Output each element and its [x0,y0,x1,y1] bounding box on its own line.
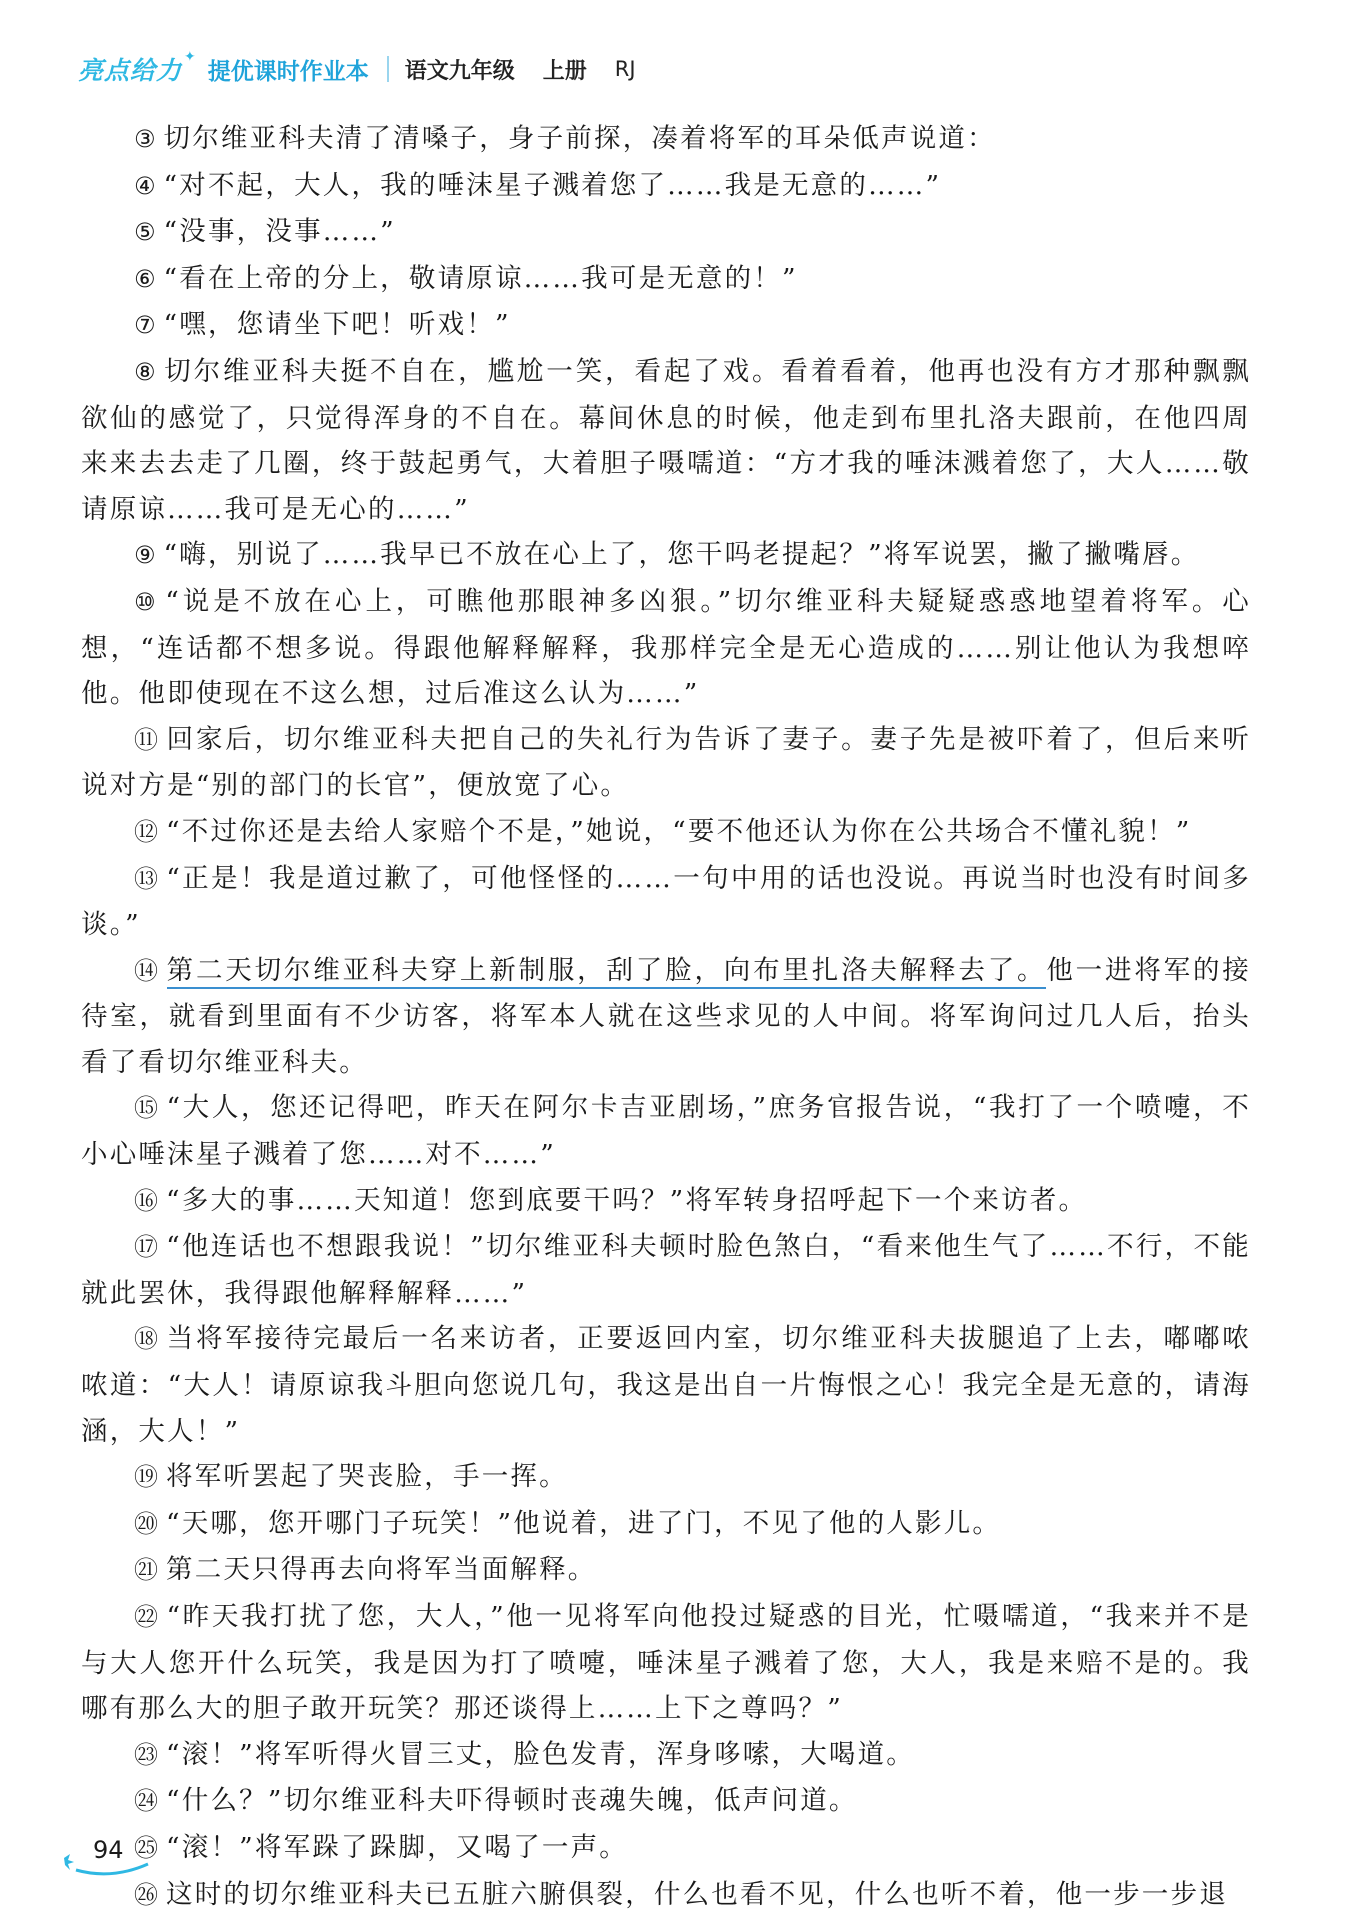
volume-label: 上册 [542,58,587,84]
paragraph-number: ⑲ [134,1463,158,1492]
paragraph-number: ㉓ [134,1740,158,1769]
paragraph [81,948,1251,1086]
paragraph [81,1224,1251,1316]
paragraph [81,1454,1251,1501]
paragraph-text: 切尔维亚科夫挺不自在，尴尬一笑，看起了戏。看着看着，他再也没有方才那种飘飘欲仙的感觉了，只觉得浑身的不自在。幕间休息的时候，他走到布里扎洛夫跟前，在他四周来来去去走了几圈，终于鼓起勇气，大着胆子嗫嚅道：“方才我的唾沫溅着您了，大人……敬请原谅……我可是无心的……” [81,355,1252,525]
paragraph-number: ⑫ [134,817,158,846]
paragraph-text: 他一进将军的接待室，就看到里面有不少访客，将军本人就在这些求见的人中间。将军询问过几人后，抬头看了看切尔维亚科夫。 [81,954,1252,1078]
paragraph [81,349,1251,532]
paragraph [81,579,1251,717]
paragraph [81,163,1251,210]
paragraph-number: ⑥ [134,264,156,293]
paragraph-number: ⑩ [134,587,158,616]
paragraph-text: “滚！”将军听得火冒三丈，脸色发青，浑身哆嗦，大喝道。 [166,1738,915,1770]
paragraph-number: ⑳ [134,1509,158,1538]
paragraph [81,1825,1251,1872]
paragraph-number: ⑤ [134,218,156,247]
paragraph-text: “天哪，您开哪门子玩笑！”他说着，进了门，不见了他的人影儿。 [166,1507,1002,1539]
paragraph-text: “不过你还是去给人家赔个不是，”她说，“要不他还认为你在公共场合不懂礼貌！” [166,815,1192,847]
paragraph-text: 当将军接待完最后一名来访者，正要返回内室，切尔维亚科夫拔腿追了上去，嘟嘟哝哝道：“大人！请原谅我斗胆向您说几句，我这是出自一片悔恨之心！我完全是无意的，请海涵，大人！” [81,1323,1251,1447]
paragraph-number: ⑭ [134,956,159,985]
paragraph [81,1178,1251,1225]
paragraph [81,1316,1251,1454]
paragraph-number: ⑰ [134,1233,159,1262]
paragraph [81,1085,1251,1177]
paragraph-text: “没事，没事……” [163,216,396,248]
paragraph-number: ⑮ [134,1094,159,1123]
paragraph [81,1501,1251,1548]
paragraph-number: ㉖ [134,1880,158,1909]
paragraph-number: ⑪ [134,725,159,754]
paragraph [81,209,1251,256]
paragraph-text: “正是！我是道过歉了，可他怪怪的……一句中用的话也没说。再说当时也没有时间多谈。” [81,862,1251,941]
paragraph [81,856,1251,948]
paragraph-text: “嘿，您请坐下吧！听戏！” [163,309,511,341]
underlined-sentence: 第二天切尔维亚科夫穿上新制服，刮了脸，向布里扎洛夫解释去了。 [167,955,1047,989]
paragraph-text: “昨天我打扰了您，大人，”他一见将军向他投过疑惑的目光，忙嗫嚅道，“我来并不是与大人您开什么玩笑，我是因为打了喷嚏，唾沫星子溅着了您，大人，我是来赔不是的。我哪有那么大的胆子敢开玩笑？那还谈得上……上下之尊吗？” [81,1601,1252,1725]
paragraph-text: “滚！”将军跺了跺脚，又喝了一声。 [166,1831,628,1863]
paragraph-number: ⑨ [134,541,156,570]
paragraph-text: “什么？”切尔维亚科夫吓得顿时丧魂失魄，低声问道。 [166,1785,858,1817]
paragraph [81,717,1251,809]
series-title: 提优课时作业本 [207,58,369,85]
page-number: 94 [93,1836,124,1864]
paragraph-text: 将军听罢起了哭丧脸，手一挥。 [166,1461,568,1493]
paragraph [81,532,1251,579]
paragraph-number: ⑯ [134,1186,158,1215]
article-body [81,116,1251,1918]
paragraph-number: ⑦ [134,311,156,340]
paragraph-number: ㉔ [134,1787,158,1816]
paragraph-text: 第二天只得再去向将军当面解释。 [166,1554,597,1586]
page-header [78,44,636,94]
paragraph-text: “大人，您还记得吧，昨天在阿尔卡吉亚剧场，”庶务官报告说，“我打了一个喷嚏，不小心唾沫星子溅着了您……对不……” [81,1092,1252,1171]
paragraph-text: “嗨，别说了……我早已不放在心上了，您干吗老提起？”将军说罢，撇了撇嘴唇。 [163,539,1200,571]
subject-label: 语文九年级 [404,58,515,84]
edition-label: RJ [614,57,636,81]
brand-logo: 亮点给力 [78,56,183,85]
paragraph-text: “看在上帝的分上，敬请原谅……我可是无意的！” [163,262,798,294]
paragraph [81,1732,1251,1779]
paragraph-text: 这时的切尔维亚科夫已五脏六腑俱裂，什么也看不见，什么也听不着，他一步一步退 [166,1878,1228,1910]
paragraph-number: ⑬ [134,864,159,893]
paragraph-number: ㉑ [134,1556,158,1585]
paragraph [81,116,1251,163]
paragraph [81,1594,1251,1732]
paragraph-text: “对不起，大人，我的唾沫星子溅着您了……我是无意的……” [163,169,942,201]
paragraph-number: ㉒ [134,1603,159,1631]
paragraph-text: 切尔维亚科夫清了清嗓子，身子前探，凑着将军的耳朵低声说道： [163,123,996,154]
paragraph [81,302,1251,349]
paragraph [81,256,1251,303]
paragraph [81,1547,1251,1594]
paragraph-number: ⑧ [134,357,157,386]
paragraph-number: ㉕ [134,1833,158,1862]
paragraph-number: ④ [134,171,156,200]
paragraph [81,809,1251,856]
brand-star-icon: ✦ [184,49,196,65]
paragraph-text: “他连话也不想跟我说！”切尔维亚科夫顿时脸色煞白，“看来他生气了……不行，不能就此罢休，我得跟他解释解释……” [81,1231,1251,1309]
paragraph-text: “多大的事……天知道！您到底要干吗？”将军转身招呼起下一个来访者。 [166,1184,1088,1216]
header-divider [387,56,389,82]
paragraph-number: ⑱ [134,1325,159,1354]
paragraph-number: ③ [134,125,156,153]
paragraph-text: “说是不放在心上，可瞧他那眼神多凶狠。”切尔维亚科夫疑疑惑惑地望着将军。心想，“连话都不想多说。得跟他解释解释，我那样完全是无心造成的……别让他认为我想啐他。他即使现在不这么想，过后准这么认为……” [81,585,1251,710]
paragraph [81,1778,1251,1825]
paragraph [81,1872,1251,1919]
paragraph-text: 回家后，切尔维亚科夫把自己的失礼行为告诉了妻子。妻子先是被吓着了，但后来听说对方是“别的部门的长官”，便放宽了心。 [81,723,1251,802]
